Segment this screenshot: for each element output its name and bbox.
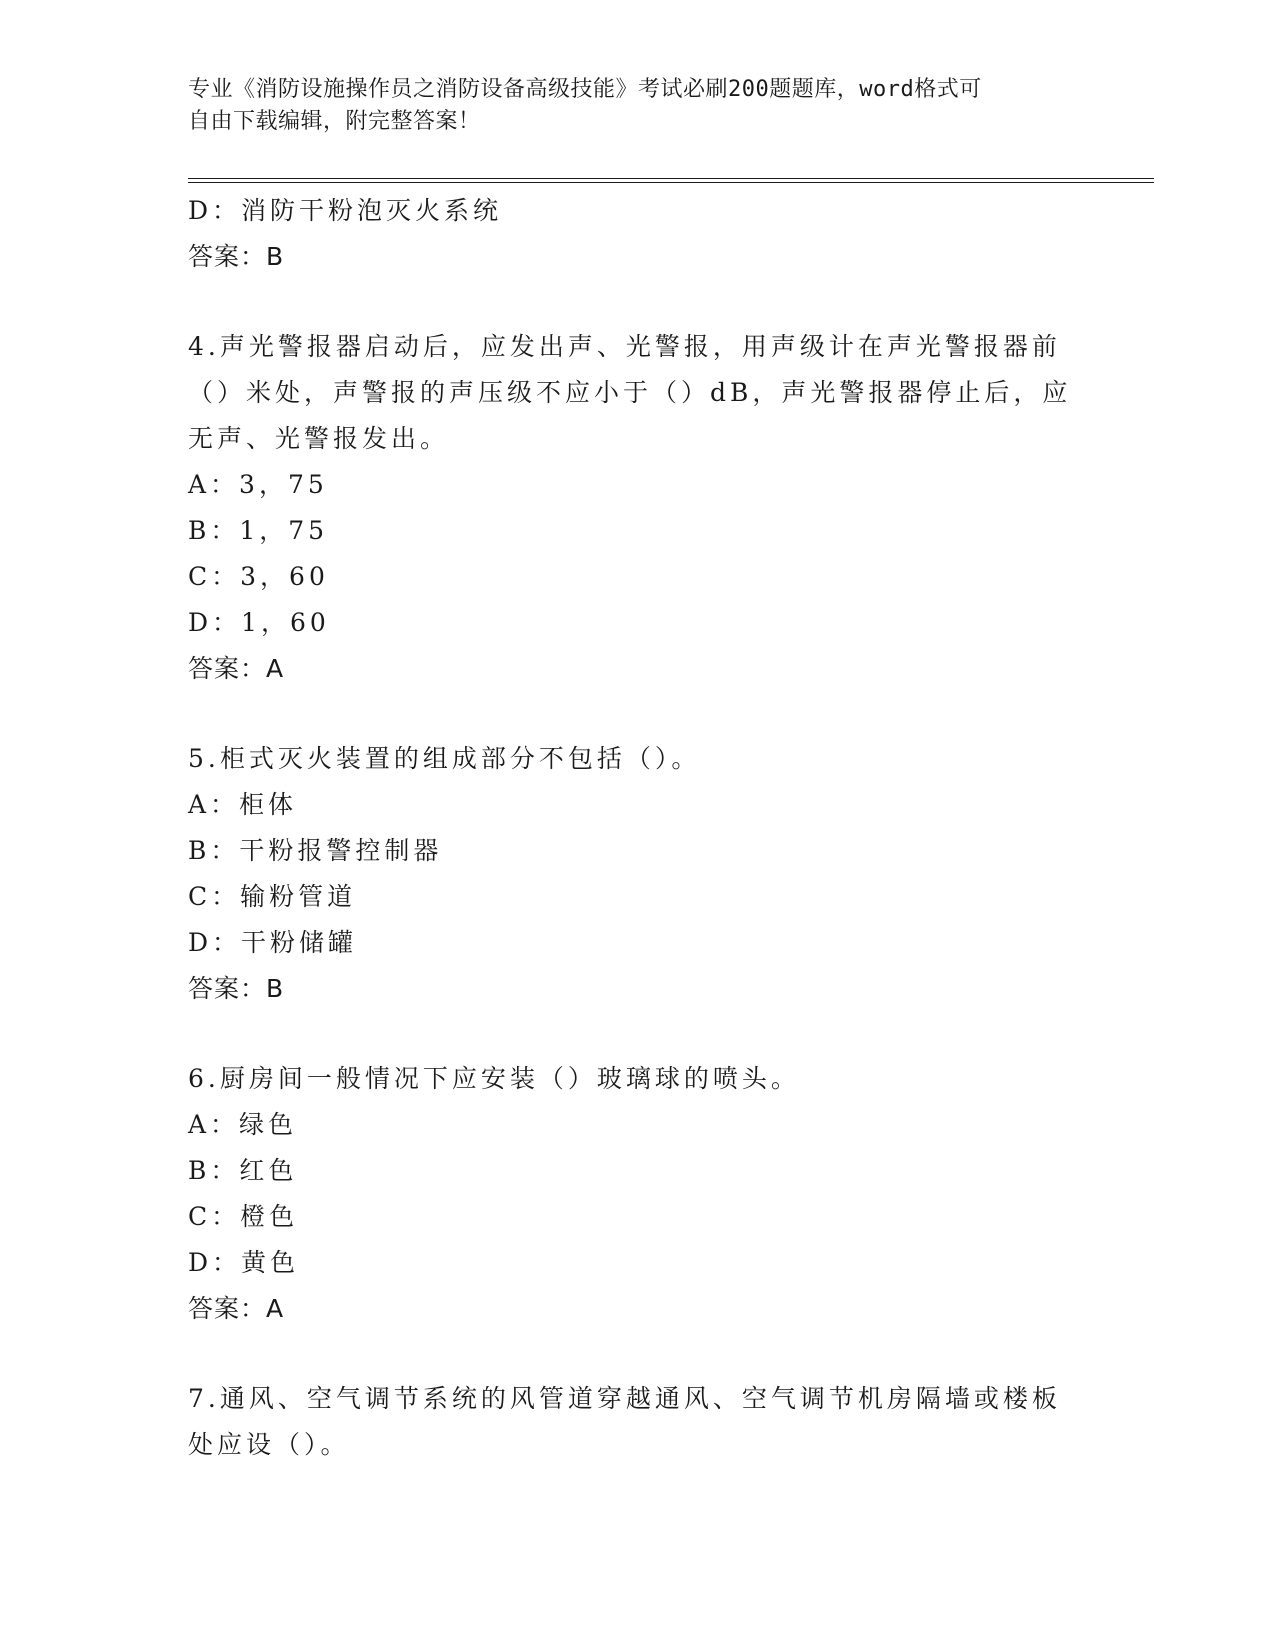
option-d: D：消防干粉泡灭火系统 [188,196,503,225]
header-line-1: 专业《消防设施操作员之消防设备高级技能》考试必刷200题题库，word格式可 [188,77,982,102]
answer: 答案：A [188,654,285,683]
question-stem-line: 7.通风、空气调节系统的风管道穿越通风、空气调节机房隔墙或楼板 [188,1384,1061,1413]
option-a: A：绿色 [188,1110,298,1139]
question-stem-line: 处应设（）。 [188,1430,350,1459]
option-d: D：黄色 [188,1248,300,1277]
option-b: B：1，75 [188,516,329,545]
answer: 答案：B [188,974,285,1003]
header-divider-top [188,178,1154,179]
option-c: C：橙色 [188,1202,299,1231]
question-7 [188,1376,1088,1468]
question-stem-line: 5.柜式灭火装置的组成部分不包括（）。 [188,744,701,773]
option-c: C：3，60 [188,562,329,591]
question-3-tail [188,188,1088,280]
question-stem-line: （）米处，声警报的声压级不应小于（）dB，声光警报器停止后，应 [188,378,1072,407]
question-6 [188,1056,1088,1332]
question-4 [188,324,1088,692]
option-d: D：干粉储罐 [188,928,358,957]
header-divider-bottom [188,182,1154,183]
question-stem-line: 6.厨房间一般情况下应安装（）玻璃球的喷头。 [188,1064,800,1093]
question-stem-line: 无声、光警报发出。 [188,424,450,453]
option-c: C：输粉管道 [188,882,357,911]
option-a: A：3，75 [188,470,328,499]
option-a: A：柜体 [188,790,298,819]
option-b: B：红色 [188,1156,298,1185]
option-b: B：干粉报警控制器 [188,836,443,865]
option-d: D：1，60 [188,608,330,637]
question-5 [188,736,1088,1012]
answer: 答案：B [188,242,285,271]
question-content [188,188,1088,1468]
answer: 答案：A [188,1294,285,1323]
document-header [188,74,1068,138]
header-line-2: 自由下载编辑，附完整答案！ [188,109,481,134]
question-stem-line: 4.声光警报器启动后，应发出声、光警报，用声级计在声光警报器前 [188,332,1061,361]
